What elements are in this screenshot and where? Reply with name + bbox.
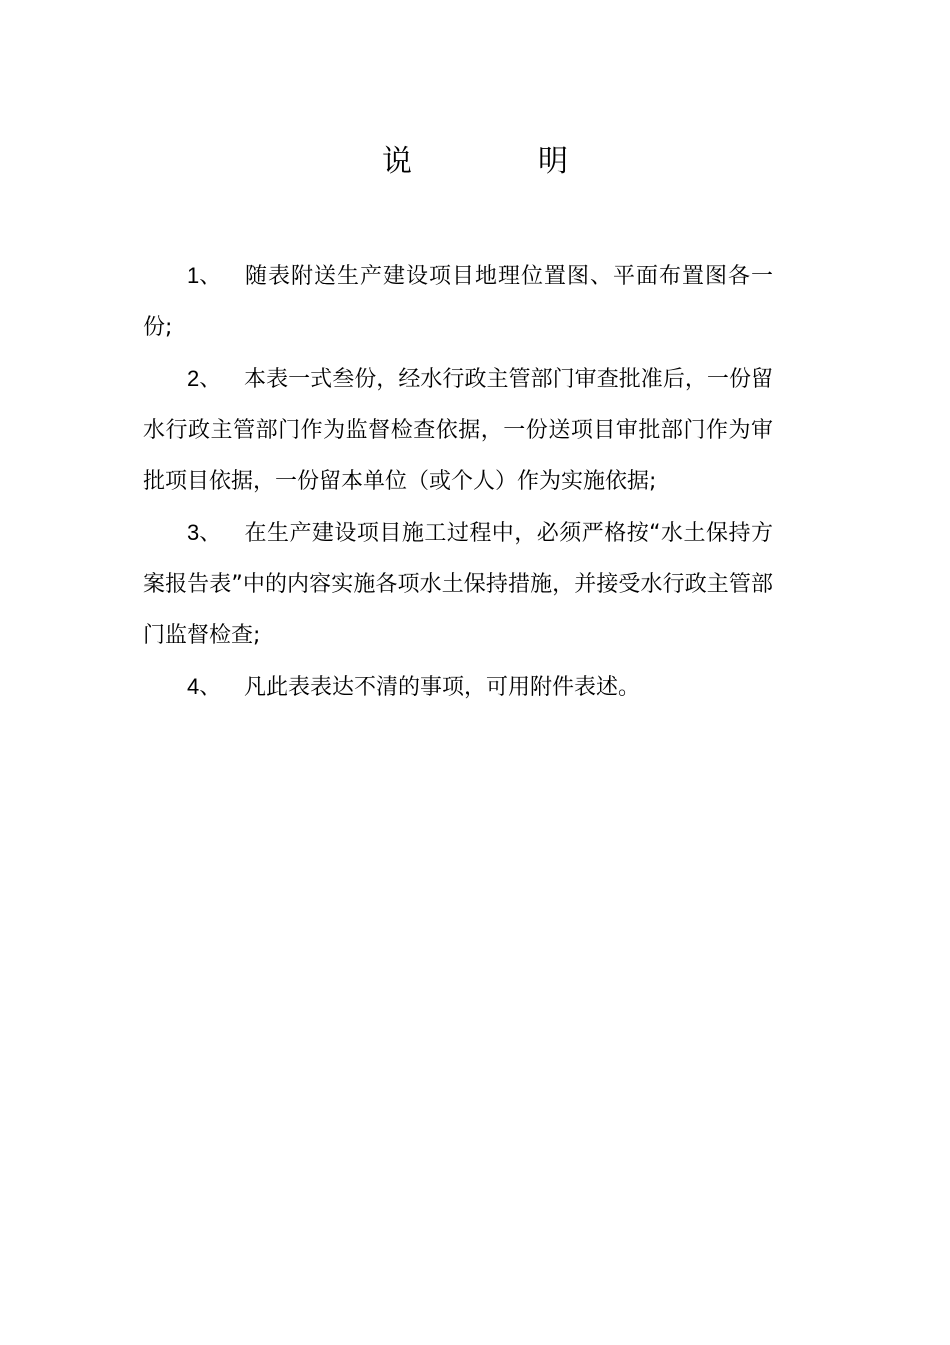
list-item [143,353,773,507]
title-char-1: 说 [382,144,412,179]
item-text: 在生产建设项目施工过程中，必须严格按“水土保持方案报告表”中的内容实施各项水土保持措施，并接受水行政主管部门监督检查; [143,521,773,648]
instructions-list [143,250,773,713]
list-item [143,507,773,661]
item-text: 凡此表表达不清的事项，可用附件表述。 [244,675,641,700]
item-number: 4、 [187,674,222,699]
page-title [0,142,950,182]
item-text: 随表附送生产建设项目地理位置图、平面布置图各一份; [143,264,773,340]
list-item [143,250,773,353]
item-number: 1、 [187,263,222,288]
title-char-2: 明 [538,144,568,179]
item-number: 2、 [187,366,222,391]
item-number: 3、 [187,520,222,545]
item-text: 本表一式叁份，经水行政主管部门审查批准后，一份留水行政主管部门作为监督检查依据，一份送项目审批部门作为审批项目依据，一份留本单位（或个人）作为实施依据; [143,367,773,494]
list-item [143,661,773,713]
